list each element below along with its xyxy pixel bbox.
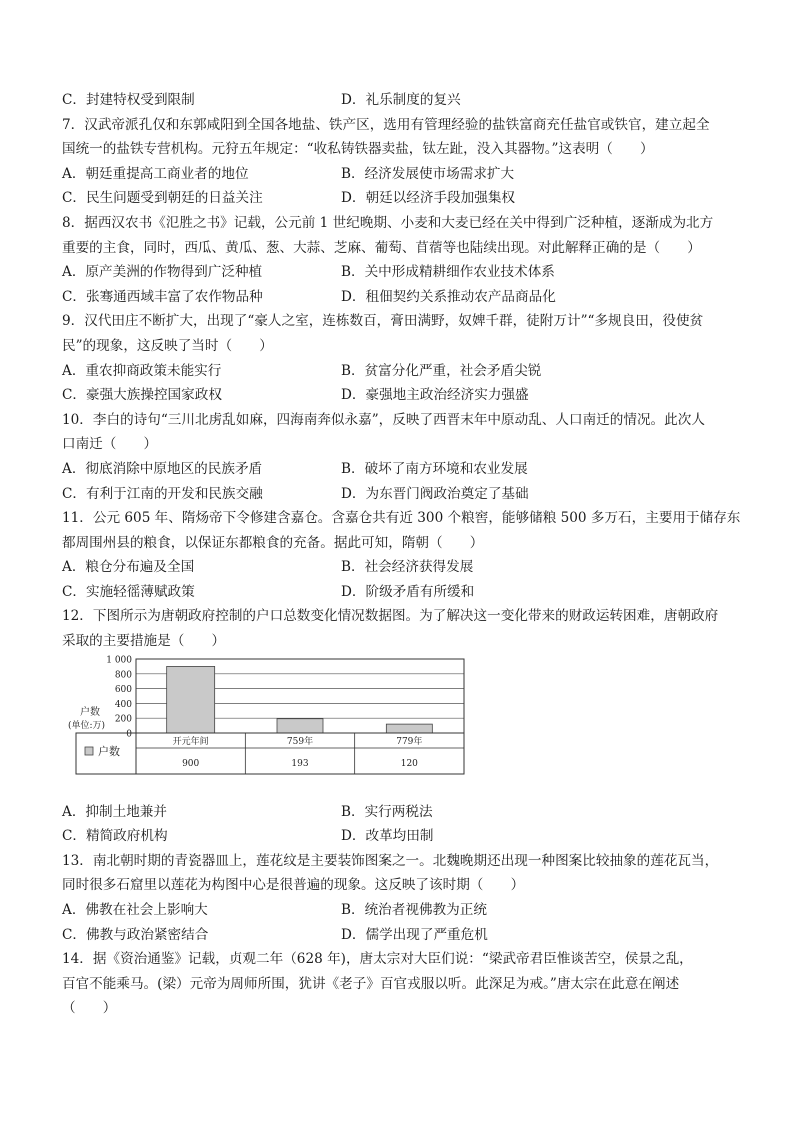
y-tick-label: 0 — [126, 729, 132, 740]
q13-options-row2 — [62, 923, 742, 948]
x-category-label: 779年 — [396, 736, 423, 747]
q8-option-b[interactable]: B．关中形成精耕细作农业技术体系 — [341, 264, 555, 281]
q12-option-d[interactable]: D．改革均田制 — [341, 828, 434, 845]
q11-option-c[interactable]: C．实施轻徭薄赋政策 — [62, 583, 195, 600]
q12-stem-line2: 采取的主要措施是（ ） — [62, 633, 226, 650]
q9-stem-line1: 9．汉代田庄不断扩大，出现了“豪人之室，连栋数百，膏田满野，奴婢千群，徒附万计”“多规良田，役使贫 — [62, 313, 704, 330]
x-category-label: 759年 — [286, 736, 314, 747]
q14-stem-line3: （ ） — [62, 1000, 117, 1017]
q11-stem-line2: 都周围州县的粮食，以保证东都粮食的充备。据此可知，隋朝（ ） — [62, 534, 484, 551]
q11-option-b[interactable]: B．社会经济获得发展 — [341, 559, 474, 576]
q7-options-row2 — [62, 186, 742, 211]
q11-option-a[interactable]: A．粮仓分布遍及全国 — [62, 559, 195, 576]
q13-option-b[interactable]: B．统治者视佛教为正统 — [341, 902, 487, 919]
q10-option-b[interactable]: B．破坏了南方环境和农业发展 — [341, 460, 528, 477]
q11-stem-line1: 11．公元 605 年、隋炀帝下令修建含嘉仓。含嘉仓共有近 300 个粮窖，能够储粮 500 多万石，主要用于储存东 — [62, 510, 741, 527]
q6-option-c[interactable]: C．封建特权受到限制 — [62, 92, 195, 108]
q6-options-row — [62, 88, 742, 113]
exam-page — [62, 88, 742, 1021]
q9-option-c[interactable]: C．豪强大族操控国家政权 — [62, 387, 222, 404]
q11-options-row1 — [62, 555, 742, 580]
y-axis-label: 户数 — [80, 706, 100, 718]
q10-options-row1 — [62, 457, 742, 482]
q12-stem-line1: 12．下图所示为唐朝政府控制的户口总数变化情况数据图。为了解决这一变化带来的财政运转困难，唐朝政府 — [62, 608, 719, 625]
bar — [167, 666, 215, 733]
q8-options-row2 — [62, 285, 742, 310]
q12-option-b[interactable]: B．实行两税法 — [341, 803, 433, 820]
q12-options-row2 — [62, 824, 742, 849]
q8-stem-line2: 重要的主食，同时，西瓜、黄瓜、葱、大蒜、芝麻、葡萄、苜蓿等也陆续出现。对此解释正确的是（ ） — [62, 239, 701, 256]
q7-option-a[interactable]: A．朝廷重提高工商业者的地位 — [62, 165, 249, 182]
q7-stem-line1: 7．汉武帝派孔仅和东郭咸阳到全国各地盐、铁产区，选用有管理经验的盐铁富商充任盐官或铁官，建立起全 — [62, 116, 710, 133]
q9-stem-line2: 民”的现象，这反映了当时（ ） — [62, 337, 273, 354]
legend-swatch — [85, 747, 93, 755]
q11-option-d[interactable]: D．阶级矛盾有所缓和 — [341, 583, 475, 600]
q14-stem-line1: 14．据《资治通鉴》记载，贞观二年（628 年)，唐太宗对大臣们说：“梁武帝君臣惟谈苦空，侯景之乱， — [62, 951, 693, 968]
q14-stem-line2: 百官不能乘马。(梁）元帝为周师所围，犹讲《老子》百官戎服以听。此深足为戒。”唐太宗在此意在阐述 — [62, 975, 680, 992]
q10-stem-line2: 口南迁（ ） — [62, 436, 158, 453]
y-tick-label: 800 — [114, 669, 132, 680]
q13-options-row1 — [62, 898, 742, 923]
q13-stem-line2: 同时很多石窟里以莲花为构图中心是很普遍的现象。这反映了该时期（ ） — [62, 877, 525, 894]
q9-options-row1 — [62, 359, 742, 384]
y-tick-label: 1 000 — [106, 655, 132, 666]
bar — [386, 724, 432, 733]
q12-option-a[interactable]: A．抑制土地兼并 — [62, 803, 167, 820]
q10-stem-line1: 10．李白的诗句“三川北虏乱如麻，四海南奔似永嘉”，反映了西晋末年中原动乱、人口南迁的情况。此次人 — [62, 411, 705, 428]
q10-option-a[interactable]: A．彻底消除中原地区的民族矛盾 — [62, 460, 263, 477]
y-tick-label: 200 — [114, 714, 132, 725]
household-chart — [62, 654, 742, 800]
data-value-label: 120 — [400, 758, 418, 769]
legend-label: 户数 — [98, 744, 120, 758]
q12-options-row1 — [62, 800, 742, 825]
q10-option-d[interactable]: D．为东晋门阀政治奠定了基础 — [341, 485, 529, 502]
q10-options-row2 — [62, 482, 742, 507]
q7-option-d[interactable]: D．朝廷以经济手段加强集权 — [341, 190, 516, 207]
q9-options-row2 — [62, 383, 742, 408]
q13-option-a[interactable]: A．佛教在社会上影响大 — [62, 902, 208, 919]
q6-option-d[interactable]: D．礼乐制度的复兴 — [341, 92, 461, 108]
q13-option-c[interactable]: C．佛教与政治紧密结合 — [62, 926, 209, 943]
q13-option-d[interactable]: D．儒学出现了严重危机 — [341, 926, 488, 943]
q10-option-c[interactable]: C．有利于江南的开发和民族交融 — [62, 485, 263, 502]
q7-options-row1 — [62, 162, 742, 187]
q9-option-b[interactable]: B．贫富分化严重，社会矛盾尖锐 — [341, 362, 542, 379]
q7-option-b[interactable]: B．经济发展使市场需求扩大 — [341, 165, 515, 182]
y-tick-label: 400 — [114, 699, 132, 710]
q9-option-a[interactable]: A．重农抑商政策未能实行 — [62, 362, 222, 379]
household-bar-chart — [62, 654, 482, 800]
y-axis-unit: (单位:万) — [68, 720, 106, 731]
q12-option-c[interactable]: C．精简政府机构 — [62, 828, 168, 845]
q8-stem-line1: 8．据西汉农书《氾胜之书》记载，公元前 1 世纪晚期、小麦和大麦已经在关中得到广泛种植，逐渐成为北方 — [62, 214, 714, 231]
data-value-label: 900 — [182, 758, 200, 769]
x-category-label: 开元年间 — [172, 736, 209, 747]
q13-stem-line1: 13．南北朝时期的青瓷器皿上，莲花纹是主要装饰图案之一。北魏晚期还出现一种图案比较抽象的莲花瓦当， — [62, 852, 719, 869]
q8-options-row1 — [62, 260, 742, 285]
y-tick-label: 600 — [114, 684, 132, 695]
q8-option-d[interactable]: D．租佃契约关系推动农产品商品化 — [341, 288, 556, 305]
bar — [277, 718, 323, 732]
q7-option-c[interactable]: C．民生问题受到朝廷的日益关注 — [62, 190, 263, 207]
q9-option-d[interactable]: D．豪强地主政治经济实力强盛 — [341, 387, 529, 404]
q7-stem-line2: 国统一的盐铁专营机构。元狩五年规定：“收私铸铁器卖盐，钛左趾，没入其器物。”这表明（ ） — [62, 141, 654, 158]
q8-option-a[interactable]: A．原产美洲的作物得到广泛种植 — [62, 264, 263, 281]
q8-option-c[interactable]: C．张骞通西域丰富了农作物品种 — [62, 288, 263, 305]
data-value-label: 193 — [291, 758, 309, 769]
q11-options-row2 — [62, 580, 742, 605]
